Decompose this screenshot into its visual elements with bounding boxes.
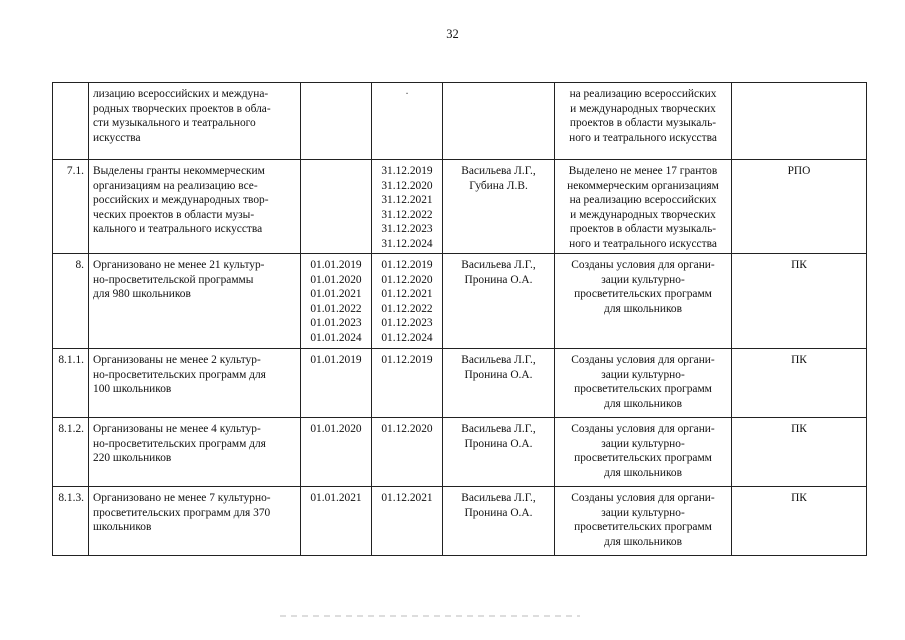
start-date-line: 01.01.2019 bbox=[310, 259, 362, 271]
end-date-line: 01.12.2023 bbox=[381, 317, 433, 329]
start-date-line: 01.01.2022 bbox=[310, 302, 362, 315]
result-description-line: на реализацию всероссийских bbox=[569, 194, 717, 206]
end-date-line: 31.12.2023 bbox=[381, 223, 433, 235]
start-date-cell bbox=[301, 83, 372, 160]
table-row bbox=[53, 254, 867, 349]
document-type-cell bbox=[732, 83, 867, 160]
document-type: ПК bbox=[791, 423, 807, 435]
activity-name-line: 100 школьников bbox=[93, 383, 172, 395]
responsible-line: Васильева Л.Г., bbox=[461, 259, 536, 271]
activity-name-cell bbox=[89, 160, 301, 254]
result-description-line: Выделено не менее 17 грантов bbox=[568, 165, 718, 177]
start-date-cell bbox=[301, 160, 372, 254]
responsible-cell bbox=[443, 83, 555, 160]
table-row bbox=[53, 349, 867, 418]
responsible-line: Губина Л.В. bbox=[469, 179, 528, 192]
document-type: ПК bbox=[791, 492, 807, 504]
document-type-cell bbox=[732, 160, 867, 254]
responsible-line: Пронина О.А. bbox=[464, 437, 533, 450]
row-number: 8.1.2. bbox=[58, 423, 84, 435]
result-description-line: Созданы условия для органи- bbox=[571, 492, 715, 504]
result-description-line: просветительских программ bbox=[574, 383, 712, 395]
activity-name-line: российских и международных твор- bbox=[93, 194, 269, 206]
responsible-cell bbox=[443, 487, 555, 556]
end-date-cell bbox=[372, 349, 443, 418]
activity-name-line: Организовано не менее 21 культур- bbox=[93, 259, 265, 271]
responsible-cell bbox=[443, 349, 555, 418]
result-description-line: зации культурно- bbox=[601, 273, 685, 286]
start-date-line: 01.01.2020 bbox=[310, 423, 362, 435]
start-date-line: 01.01.2021 bbox=[310, 288, 362, 300]
page-number: 32 bbox=[446, 27, 459, 41]
responsible-line: Васильева Л.Г., bbox=[461, 492, 536, 504]
end-date-line: 01.12.2021 bbox=[381, 288, 433, 300]
end-date-line: 01.12.2019 bbox=[381, 354, 433, 366]
responsible-cell bbox=[443, 160, 555, 254]
end-date-line: 01.12.2020 bbox=[381, 423, 433, 435]
result-description-line: проектов в области музыкаль- bbox=[569, 117, 717, 129]
result-description-line: и международных творческих bbox=[570, 208, 716, 221]
result-description-cell bbox=[555, 254, 732, 349]
table-body bbox=[53, 83, 867, 556]
row-number: 8.1.1. bbox=[58, 354, 84, 366]
end-date-line: 01.12.2020 bbox=[381, 273, 433, 286]
end-date-line: 31.12.2024 bbox=[381, 237, 433, 250]
row-number-cell bbox=[53, 254, 89, 349]
end-date-line: 01.12.2019 bbox=[381, 259, 433, 271]
activity-name-line: но-просветительских программ для bbox=[93, 437, 266, 450]
activity-name-line: Организовано не менее 7 культурно- bbox=[93, 492, 271, 504]
result-description-line: и международных творческих bbox=[570, 102, 716, 115]
responsible-line: Пронина О.А. bbox=[464, 273, 533, 286]
end-date-line: 01.12.2024 bbox=[381, 331, 433, 344]
end-date-line: 31.12.2021 bbox=[381, 194, 433, 206]
result-description-line: для школьников bbox=[604, 535, 682, 548]
result-description-line: зации культурно- bbox=[601, 506, 685, 519]
start-date-cell bbox=[301, 349, 372, 418]
activity-name-line: ческих проектов в области музы- bbox=[93, 208, 255, 221]
responsible-cell bbox=[443, 418, 555, 487]
end-date-cell bbox=[372, 487, 443, 556]
row-number-cell bbox=[53, 487, 89, 556]
responsible-cell bbox=[443, 254, 555, 349]
result-description-line: проектов в области музыкаль- bbox=[569, 223, 717, 235]
activity-name-line: искусства bbox=[93, 131, 141, 144]
responsible-line: Пронина О.А. bbox=[464, 506, 533, 519]
result-description-cell bbox=[555, 418, 732, 487]
row-number-cell bbox=[53, 349, 89, 418]
result-description-line: для школьников bbox=[604, 302, 682, 315]
row-number: 7.1. bbox=[66, 165, 84, 177]
table-row bbox=[53, 160, 867, 254]
row-number-cell bbox=[53, 83, 89, 160]
row-number-cell bbox=[53, 160, 89, 254]
responsible-line: Васильева Л.Г., bbox=[461, 423, 536, 435]
responsible-line: Пронина О.А. bbox=[464, 368, 533, 381]
activity-name-line: 220 школьников bbox=[93, 452, 172, 464]
end-date-line: 31.12.2019 bbox=[381, 165, 433, 177]
activity-name-line: лизацию всероссийских и междуна- bbox=[93, 88, 269, 100]
activity-name-line: Выделены гранты некоммерческим bbox=[93, 165, 265, 177]
result-description-line: просветительских программ bbox=[574, 452, 712, 464]
row-number-cell bbox=[53, 418, 89, 487]
start-date-line: 01.01.2021 bbox=[310, 492, 362, 504]
end-date-cell bbox=[372, 160, 443, 254]
scan-artifact bbox=[280, 615, 580, 617]
result-description-line: просветительских программ bbox=[574, 521, 712, 533]
start-date-cell bbox=[301, 254, 372, 349]
activity-name-line: но-просветительской программы bbox=[93, 273, 254, 286]
start-date-line: 01.01.2024 bbox=[310, 331, 362, 344]
end-date-line: 01.12.2021 bbox=[381, 492, 433, 504]
result-description-line: некоммерческим организациям bbox=[567, 179, 719, 192]
end-date-line: · bbox=[405, 88, 409, 100]
result-description-line: на реализацию всероссийских bbox=[569, 88, 717, 100]
start-date-line: 01.01.2023 bbox=[310, 317, 362, 329]
table-row bbox=[53, 83, 867, 160]
end-date-cell bbox=[372, 418, 443, 487]
activity-name-cell bbox=[89, 487, 301, 556]
activity-name-cell bbox=[89, 83, 301, 160]
document-type: РПО bbox=[787, 165, 811, 177]
result-description-cell bbox=[555, 487, 732, 556]
result-description-line: зации культурно- bbox=[601, 437, 685, 450]
row-number: 8.1.3. bbox=[58, 492, 84, 504]
document-type-cell bbox=[732, 487, 867, 556]
result-description-line: для школьников bbox=[604, 466, 682, 479]
result-description-line: зации культурно- bbox=[601, 368, 685, 381]
result-description-line: просветительских программ bbox=[574, 288, 712, 300]
activity-name-line: просветительских программ для 370 bbox=[93, 506, 271, 519]
result-description-line: Созданы условия для органи- bbox=[571, 259, 715, 271]
result-description-line: ного и театрального искусства bbox=[569, 237, 717, 250]
result-description-cell bbox=[555, 349, 732, 418]
result-description-line: Созданы условия для органи- bbox=[571, 423, 715, 435]
start-date-line: 01.01.2020 bbox=[310, 273, 362, 286]
result-description-line: Созданы условия для органи- bbox=[571, 354, 715, 366]
responsible-line: Васильева Л.Г., bbox=[461, 354, 536, 366]
activity-name-line: Организованы не менее 2 культур- bbox=[93, 354, 261, 366]
row-number: 8. bbox=[75, 259, 84, 271]
activity-name-line: для 980 школьников bbox=[93, 288, 191, 300]
table-row bbox=[53, 487, 867, 556]
activity-name-line: сти музыкального и театрального bbox=[93, 117, 256, 129]
result-description-cell bbox=[555, 83, 732, 160]
activity-name-cell bbox=[89, 418, 301, 487]
plan-table bbox=[52, 82, 867, 556]
start-date-line: 01.01.2019 bbox=[310, 354, 362, 366]
result-description-cell bbox=[555, 160, 732, 254]
document-type-cell bbox=[732, 349, 867, 418]
activity-name-line: школьников bbox=[93, 521, 152, 533]
activity-name-cell bbox=[89, 254, 301, 349]
responsible-line: Васильева Л.Г., bbox=[461, 165, 536, 177]
end-date-line: 31.12.2022 bbox=[381, 208, 433, 221]
document-type-cell bbox=[732, 254, 867, 349]
result-description-line: ного и театрального искусства bbox=[569, 131, 717, 144]
activity-name-line: Организованы не менее 4 культур- bbox=[93, 423, 261, 435]
activity-name-line: родных творческих проектов в обла- bbox=[93, 102, 271, 115]
document-type-cell bbox=[732, 418, 867, 487]
result-description-line: для школьников bbox=[604, 397, 682, 410]
end-date-line: 01.12.2022 bbox=[381, 302, 433, 315]
document-type: ПК bbox=[791, 354, 807, 366]
activity-name-line: но-просветительских программ для bbox=[93, 368, 266, 381]
document-type: ПК bbox=[791, 259, 807, 271]
activity-name-line: организациям на реализацию все- bbox=[93, 179, 258, 192]
table-row bbox=[53, 418, 867, 487]
end-date-cell bbox=[372, 83, 443, 160]
end-date-line: 31.12.2020 bbox=[381, 179, 433, 192]
start-date-cell bbox=[301, 487, 372, 556]
end-date-cell bbox=[372, 254, 443, 349]
activity-name-cell bbox=[89, 349, 301, 418]
start-date-cell bbox=[301, 418, 372, 487]
activity-name-line: кального и театрального искусства bbox=[93, 223, 263, 235]
